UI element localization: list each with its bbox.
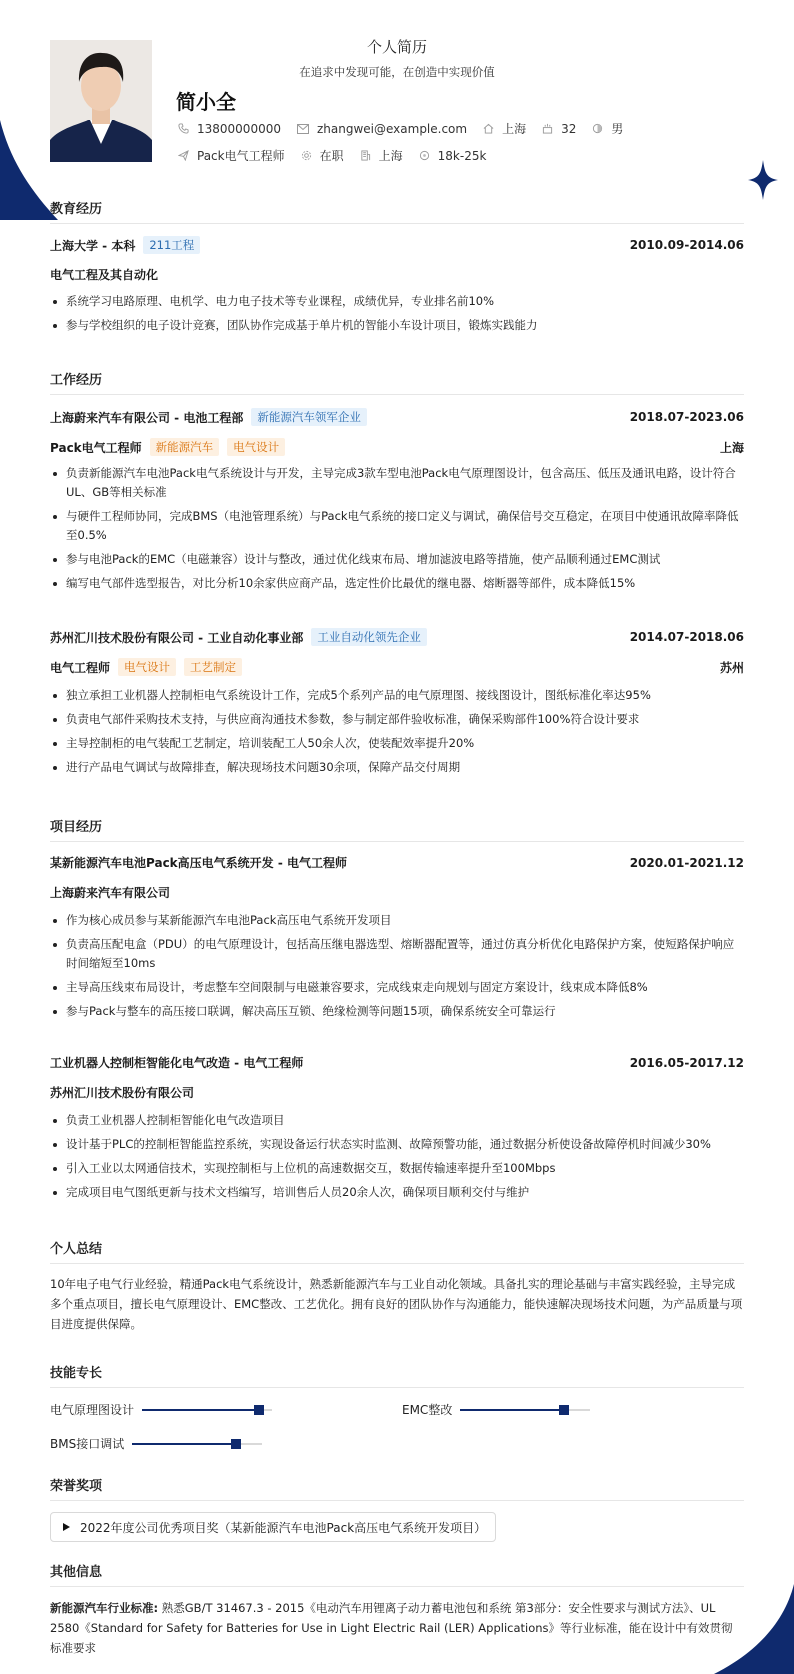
phone-icon — [178, 123, 189, 134]
skill-bar-knob — [254, 1405, 264, 1415]
project-date: 2016.05-2017.12 — [629, 1055, 744, 1070]
role-tag: 工艺制定 — [184, 658, 242, 676]
school-name: 上海大学 - 本科 — [50, 238, 136, 253]
company-name: 上海蔚来汽车有限公司 - 电池工程部 — [50, 410, 244, 425]
job-role-row — [50, 658, 744, 676]
project-name-row — [50, 1054, 744, 1071]
section-title-work: 工作经历 — [50, 369, 744, 395]
list-item: 负责工业机器人控制柜智能化电气改造项目 — [50, 1111, 744, 1130]
section-title-education: 教育经历 — [50, 198, 744, 224]
salary-text: 18k-25k — [437, 148, 487, 163]
skill-item — [50, 1435, 262, 1452]
phone-info — [178, 122, 281, 136]
document-title: 个人简历 — [366, 38, 427, 56]
education-school-row — [50, 236, 744, 254]
job-city: 上海 — [719, 440, 744, 455]
summary-text: 10年电子电气行业经验，精通Pack电气系统设计，熟悉新能源汽车与工业自动化领域。具备扎实的理论基础与丰富实践经验，主导完成多个重点项目，擅长电气原理设计、EMC整改、工艺优化。拥有良好的团队协作与沟通能力，能快速解决现场技术问题，为产品质量与项目进度提供保障。 — [50, 1277, 743, 1331]
project-bullets — [50, 1111, 744, 1207]
skill-bar — [460, 1409, 590, 1411]
caret-right-icon — [63, 1523, 70, 1531]
list-item: 参与学校组织的电子设计竞赛，团队协作完成基于单片机的智能小车设计项目，锻炼实践能力 — [50, 316, 744, 335]
project-company: 苏州汇川技术股份有限公司 — [50, 1086, 195, 1100]
job-target-info — [178, 147, 285, 164]
major-name: 电气工程及其自动化 — [50, 268, 159, 282]
project-name-row — [50, 854, 744, 871]
job-bullets — [50, 464, 744, 598]
location-info — [483, 120, 526, 137]
status-text: 在职 — [319, 149, 344, 163]
list-item: 完成项目电气图纸更新与技术文档编写，培训售后人员20余人次，确保项目顺利交付与维护 — [50, 1183, 744, 1202]
avatar — [50, 40, 152, 162]
skill-bar-fill — [142, 1409, 259, 1411]
job-role: 电气工程师 — [50, 660, 111, 675]
skill-bar-fill — [460, 1409, 564, 1411]
job-intent-row — [178, 147, 502, 164]
status-info — [301, 147, 344, 164]
coin-icon — [419, 150, 430, 161]
motto: 在追求中发现可能，在创造中实现价值 — [299, 65, 495, 79]
mail-icon — [297, 124, 309, 134]
honor-text: 2022年度公司优秀项目奖（某新能源汽车电池Pack高压电气系统开发项目） — [80, 1520, 487, 1535]
home-icon — [483, 123, 494, 134]
other-info-key: 新能源汽车行业标准: — [50, 1601, 159, 1615]
education-date: 2010.09-2014.06 — [629, 238, 744, 252]
building-icon — [360, 150, 371, 161]
other-info-value: 熟悉GB/T 31467.3 - 2015《电动汽车用锂离子动力蓄电池包和系统 第3部分：安全性要求与测试方法》、UL 2580《Standard for Safety for Batteries for Use in Light Electric Rail (LER) Applications》等行业标准，能在设计中有效贯彻标准要求 — [50, 1601, 733, 1655]
project-company: 上海蔚来汽车有限公司 — [50, 886, 171, 900]
candidate-name: 简小全 — [176, 90, 236, 114]
job-city: 苏州 — [719, 660, 744, 675]
gender-icon — [592, 123, 603, 134]
list-item: 设计基于PLC的控制柜智能监控系统，实现设备运行状态实时监测、故障预警功能，通过数据分析使设备故障停机时间减少30% — [50, 1135, 744, 1154]
job-bullets — [50, 686, 744, 782]
job-role-row — [50, 438, 744, 456]
list-item: 主导控制柜的电气装配工艺制定，培训装配工人50余人次，使装配效率提升20% — [50, 734, 744, 753]
project-company-row — [50, 1084, 744, 1101]
list-item: 参与电池Pack的EMC（电磁兼容）设计与整改，通过优化线束布局、增加滤波电路等措施，使产品顺利通过EMC测试 — [50, 550, 744, 569]
email-info — [297, 122, 467, 136]
job-date: 2014.07-2018.06 — [629, 630, 744, 644]
section-title-summary: 个人总结 — [50, 1238, 744, 1264]
city-text: 上海 — [378, 149, 403, 163]
company-tag: 工业自动化领先企业 — [311, 628, 427, 646]
job-role: Pack电气工程师 — [50, 440, 142, 455]
role-tag: 新能源汽车 — [150, 438, 220, 456]
education-bullets — [50, 292, 744, 340]
company-tag: 新能源汽车领军企业 — [251, 408, 367, 426]
project-bullets — [50, 911, 744, 1026]
role-tag: 电气设计 — [227, 438, 285, 456]
contact-row — [178, 120, 639, 137]
skill-item — [50, 1401, 272, 1418]
list-item: 与硬件工程师协同，完成BMS（电池管理系统）与Pack电气系统的接口定义与调试，确保信号交互稳定，在项目中使通讯故障率降低至0.5% — [50, 507, 744, 545]
company-name: 苏州汇川技术股份有限公司 - 工业自动化事业部 — [50, 630, 304, 645]
project-date: 2020.01-2021.12 — [629, 855, 744, 870]
honor-item[interactable] — [50, 1512, 496, 1542]
project-name: 某新能源汽车电池Pack高压电气系统开发 - 电气工程师 — [50, 856, 348, 870]
email-text: zhangwei@example.com — [316, 121, 468, 136]
job-company-row — [50, 628, 744, 646]
project-company-row — [50, 884, 744, 901]
gender-info — [592, 120, 623, 137]
city-info — [360, 147, 403, 164]
job-date: 2018.07-2023.06 — [629, 410, 744, 424]
skill-bar-knob — [559, 1405, 569, 1415]
skill-name: 电气原理图设计 — [50, 1403, 135, 1417]
project-name: 工业机器人控制柜智能化电气改造 - 电气工程师 — [50, 1056, 304, 1070]
job-company-row — [50, 408, 744, 426]
gender-text: 男 — [611, 122, 624, 136]
list-item: 引入工业以太网通信技术，实现控制柜与上位机的高速数据交互，数据传输速率提升至100Mbps — [50, 1159, 744, 1178]
list-item: 独立承担工业机器人控制柜电气系统设计工作，完成5个系列产品的电气原理图、接线图设计，图纸标准化率达95% — [50, 686, 744, 705]
skill-bar-knob — [231, 1439, 241, 1449]
skill-item — [402, 1401, 590, 1418]
job-target-text: Pack电气工程师 — [197, 149, 285, 163]
list-item: 进行产品电气调试与故障排查，解决现场技术问题30余项，保障产品交付周期 — [50, 758, 744, 777]
salary-info — [419, 149, 487, 163]
list-item: 参与Pack与整车的高压接口联调，解决高压互锁、绝缘检测等问题15项，确保系统安全可靠运行 — [50, 1002, 744, 1021]
cake-icon — [542, 123, 553, 134]
send-icon — [178, 150, 189, 161]
section-title-skills: 技能专长 — [50, 1362, 744, 1388]
section-title-projects: 项目经历 — [50, 816, 744, 842]
section-title-honors: 荣誉奖项 — [50, 1475, 744, 1501]
list-item: 主导高压线束布局设计，考虑整车空间限制与电磁兼容要求，完成线束走向规划与固定方案设计，线束成本降低8% — [50, 978, 744, 997]
skill-bar — [142, 1409, 272, 1411]
school-tag: 211工程 — [143, 236, 200, 254]
list-item: 系统学习电路原理、电机学、电力电子技术等专业课程，成绩优异，专业排名前10% — [50, 292, 744, 311]
gear-icon — [301, 150, 312, 161]
education-major-row — [50, 266, 744, 283]
phone-text: 13800000000 — [197, 121, 281, 136]
age-text: 32 — [561, 121, 577, 136]
skill-name: EMC整改 — [402, 1403, 453, 1417]
list-item: 编写电气部件选型报告，对比分析10余家供应商产品，选定性价比最优的继电器、熔断器等部件，成本降低15% — [50, 574, 744, 593]
avatar-portrait-icon — [50, 40, 152, 162]
section-title-other: 其他信息 — [50, 1561, 744, 1587]
skill-bar-fill — [132, 1443, 236, 1445]
list-item: 负责新能源汽车电池Pack电气系统设计与开发，主导完成3款车型电池Pack电气原理图设计，包含高压、低压及通讯电路，设计符合UL、GB等相关标准 — [50, 464, 744, 502]
skill-name: BMS接口调试 — [50, 1437, 125, 1451]
list-item: 作为核心成员参与某新能源汽车电池Pack高压电气系统开发项目 — [50, 911, 744, 930]
list-item: 负责高压配电盒（PDU）的电气原理设计，包括高压继电器选型、熔断器配置等，通过仿真分析优化电路保护方案，使短路保护响应时间缩短至10ms — [50, 935, 744, 973]
resume-header — [0, 0, 794, 190]
location-text: 上海 — [502, 122, 527, 136]
age-info — [542, 122, 576, 136]
list-item: 负责电气部件采购技术支持，与供应商沟通技术参数，参与制定部件验收标准，确保采购部件100%符合设计要求 — [50, 710, 744, 729]
skill-bar — [132, 1443, 262, 1445]
other-info — [50, 1598, 744, 1658]
role-tag: 电气设计 — [118, 658, 176, 676]
